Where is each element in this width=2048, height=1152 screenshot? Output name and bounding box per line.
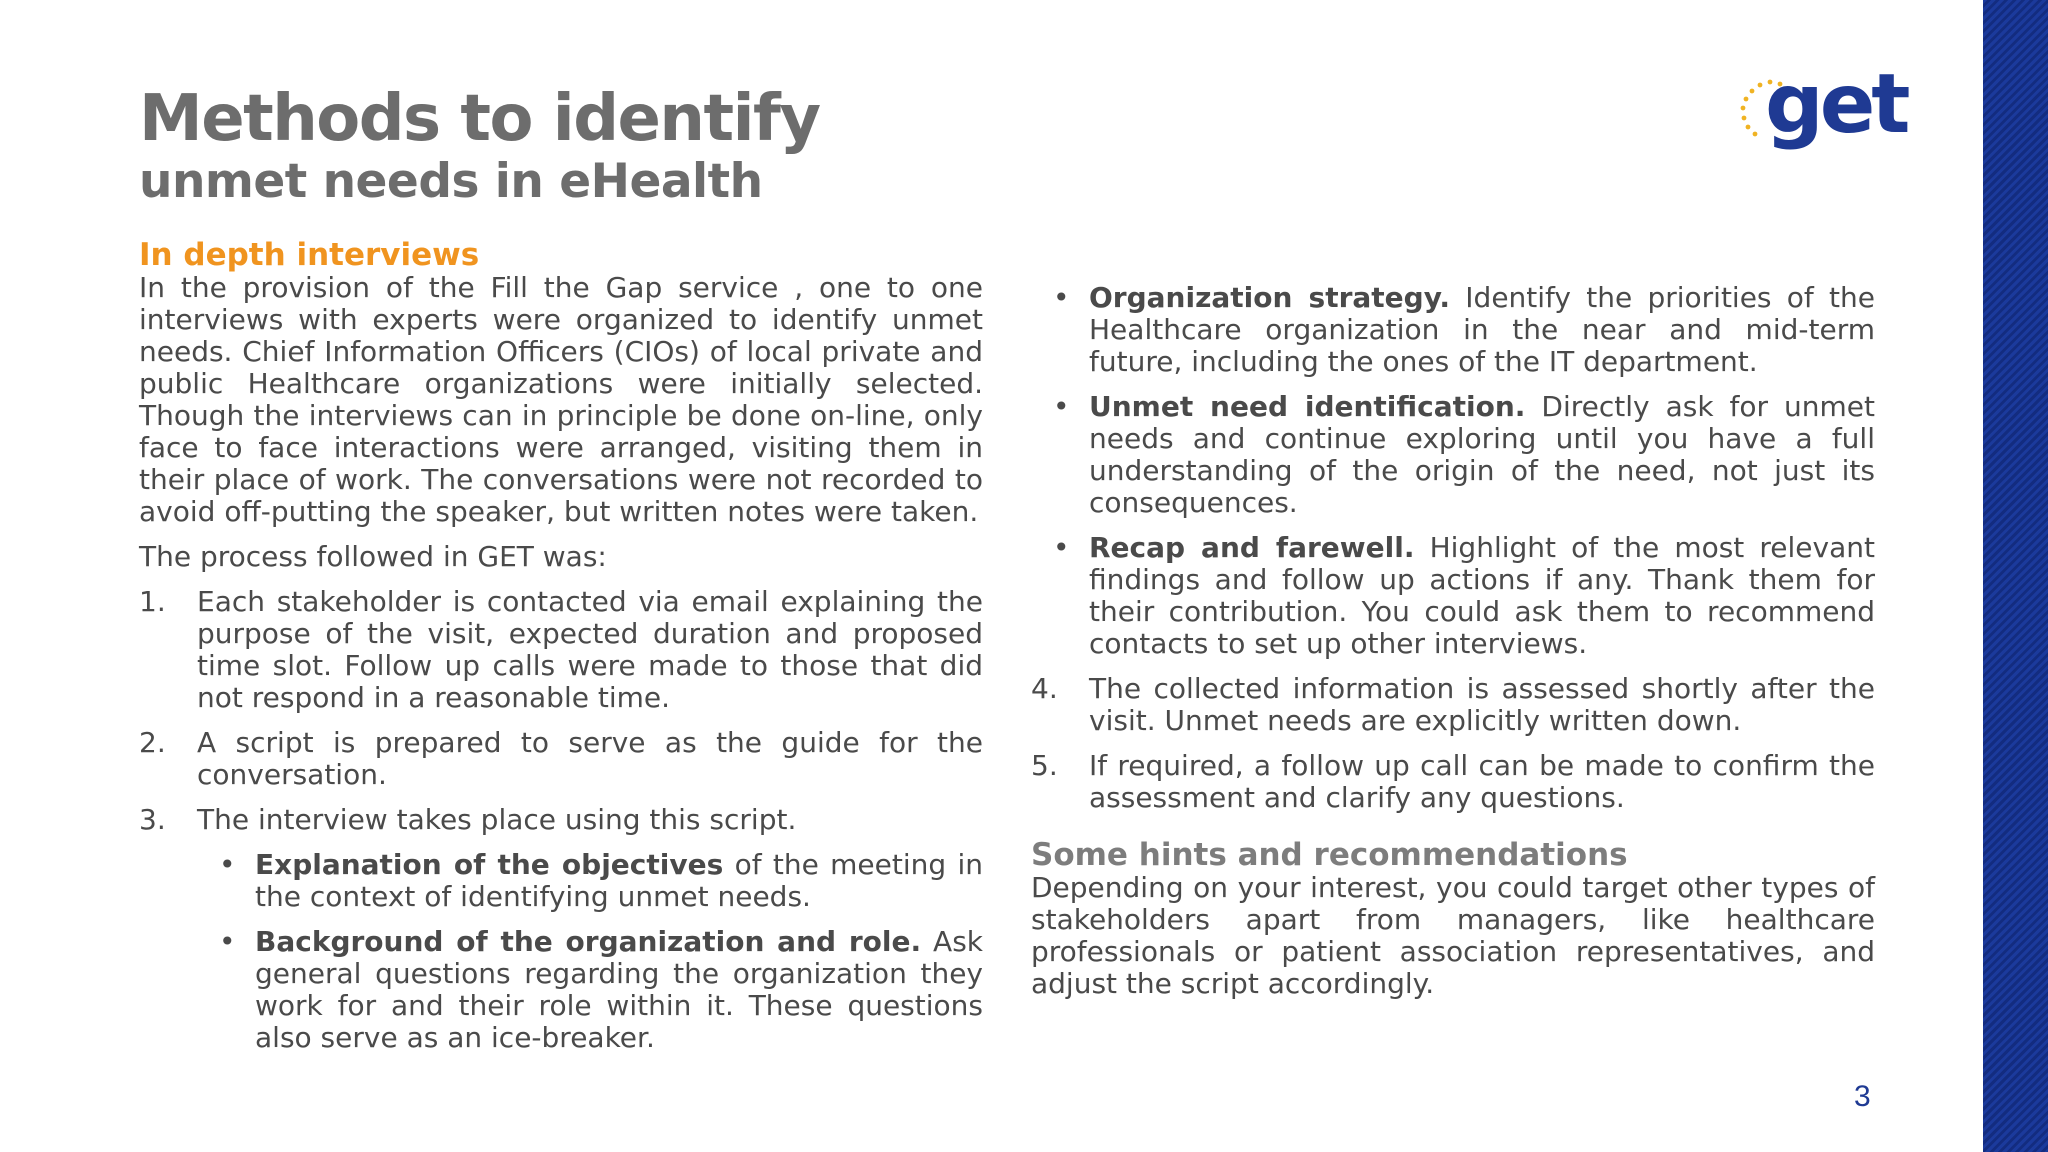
page-subtitle: unmet needs in eHealth — [139, 154, 763, 209]
script-item-heading: Background of the organization and role. — [255, 925, 922, 958]
bullet-icon: • — [219, 925, 236, 958]
bullet-icon: • — [1053, 390, 1070, 423]
script-item — [197, 926, 983, 1054]
section-title-interviews: In depth interviews — [139, 237, 480, 273]
script-item-text: Directly ask for unmet needs and continue exploring until you have a full understanding of the origin of the need, not just its consequences. — [1089, 390, 1875, 519]
script-item-text: of the meeting in the context of identifying unmet needs. — [255, 848, 984, 913]
step-text: Each stakeholder is contacted via email explaining the purpose of the visit, expected duration and proposed time slot. Follow up calls were made to those that did not respond in a reasonable time. — [197, 585, 983, 714]
logo-wordmark: get — [1765, 57, 1907, 152]
script-item — [197, 849, 983, 913]
script-items-list-continued — [1031, 282, 1875, 660]
process-step — [139, 586, 983, 714]
hints-paragraph: Depending on your interest, you could target other types of stakeholders apart from managers, like healthcare professionals or patient association representatives, and adjust the script accordingly. — [1031, 871, 1875, 1000]
step-number: 2. — [139, 726, 166, 759]
left-column — [139, 238, 983, 1067]
script-item-text: Highlight of the most relevant findings and follow up actions if any. Thank them for their contribution. You could ask them to recommend contacts to set up other interviews. — [1089, 531, 1875, 660]
step-number: 5. — [1031, 749, 1058, 782]
bullet-icon: • — [1053, 281, 1070, 314]
process-steps-list — [139, 586, 983, 1054]
step-text: The collected information is assessed shortly after the visit. Unmet needs are explicitly written down. — [1089, 672, 1875, 737]
script-item — [1031, 532, 1875, 660]
step-text: If required, a follow up call can be made to confirm the assessment and clarify any questions. — [1089, 749, 1875, 814]
bullet-icon: • — [1053, 531, 1070, 564]
script-item-text: Ask general questions regarding the organization they work for and their role within it. These questions also serve as an ice-breaker. — [255, 925, 984, 1054]
script-item-heading: Explanation of the objectives — [255, 848, 724, 881]
process-step — [139, 804, 983, 1054]
script-item-heading: Unmet need identification. — [1089, 390, 1526, 423]
process-steps-list-continued — [1031, 673, 1875, 814]
process-intro: The process followed in GET was: — [139, 540, 607, 573]
step-number: 4. — [1031, 672, 1058, 705]
script-item-heading: Recap and farewell. — [1089, 531, 1415, 564]
step-text: A script is prepared to serve as the guide for the conversation. — [197, 726, 983, 791]
page-number: 3 — [1854, 1080, 1871, 1113]
script-item-text: Identify the priorities of the Healthcare organization in the near and mid-term future, including the ones of the IT department. — [1089, 281, 1875, 378]
intro-paragraph: In the provision of the Fill the Gap service , one to one interviews with experts were organized to identify unmet needs. Chief Information Officers (CIOs) of local private and public Healthcare organizations were initially selected. Though the interviews can in principle be done on-line, only face to face interactions were arranged, visiting them in their place of work. The conversations were not recorded to avoid off-putting the speaker, but written notes were taken. — [139, 271, 983, 528]
decorative-side-band — [1983, 0, 2048, 1152]
get-logo — [1740, 57, 1907, 164]
step-number: 3. — [139, 803, 166, 836]
step-text: The interview takes place using this script. — [197, 803, 797, 836]
script-item — [1031, 391, 1875, 519]
process-step — [1031, 673, 1875, 737]
script-items-list — [197, 849, 983, 1054]
process-step — [139, 727, 983, 791]
right-column — [1031, 282, 1875, 1000]
process-step — [1031, 750, 1875, 814]
script-item — [1031, 282, 1875, 378]
page-title: Methods to identify — [139, 82, 820, 156]
section-title-hints: Some hints and recommendations — [1031, 837, 1628, 873]
bullet-icon: • — [219, 848, 236, 881]
step-number: 1. — [139, 585, 166, 618]
script-item-heading: Organization strategy. — [1089, 281, 1451, 314]
